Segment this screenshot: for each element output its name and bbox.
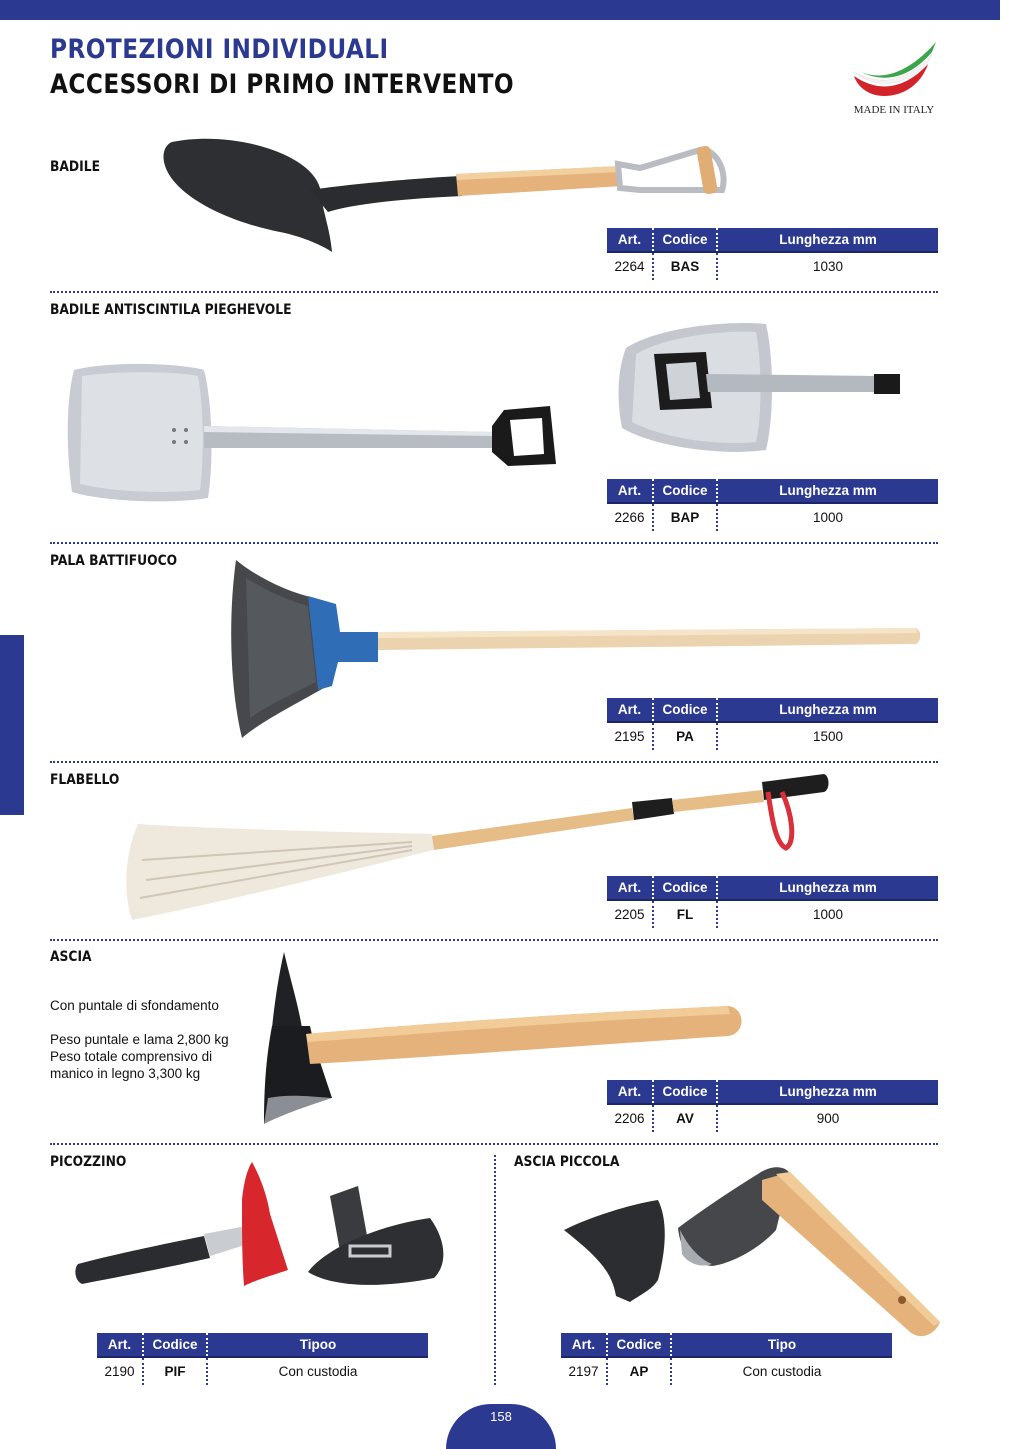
cell-art: 2206 xyxy=(607,1104,653,1132)
spec-table-ascia-piccola xyxy=(561,1333,892,1385)
page-title: PROTEZIONI INDIVIDUALI xyxy=(50,34,389,65)
cell-code: FL xyxy=(653,900,717,928)
cell-length: 1030 xyxy=(812,259,844,274)
folding-shovel-folded-image xyxy=(616,318,904,456)
ascia-description-2: Peso puntale e lama 2,800 kg xyxy=(50,1032,229,1047)
spec-table-pala-battifuoco xyxy=(607,698,938,750)
picozzino-image xyxy=(74,1160,450,1292)
section-title-badile: BADILE xyxy=(50,159,101,175)
spec-table-badile-antiscintilla xyxy=(607,479,938,531)
spec-table-badile xyxy=(607,228,938,280)
header-art: Art. xyxy=(607,698,653,722)
spec-table-ascia xyxy=(607,1080,938,1132)
divider xyxy=(50,1143,938,1145)
section-title-flabello: FLABELLO xyxy=(50,772,120,788)
cell-code: BAS xyxy=(653,252,717,280)
header-lunghezza: Lunghezza mm xyxy=(717,698,938,722)
cell-type: Con custodia xyxy=(278,1364,358,1379)
cell-code: BAP xyxy=(653,503,717,531)
header-codice: Codice xyxy=(653,1080,717,1104)
header-lunghezza: Lunghezza mm xyxy=(717,876,938,900)
cell-art: 2190 xyxy=(97,1357,143,1385)
cell-length: 1500 xyxy=(812,729,844,744)
cell-art: 2197 xyxy=(561,1357,607,1385)
cell-code: AV xyxy=(653,1104,717,1132)
section-title-picozzino: PICOZZINO xyxy=(50,1154,127,1170)
cell-code: PA xyxy=(653,722,717,750)
header-codice: Codice xyxy=(653,876,717,900)
header-tipo: Tipo xyxy=(671,1333,892,1357)
cell-length: 1000 xyxy=(812,907,844,922)
header-art: Art. xyxy=(607,1080,653,1104)
page-subtitle: ACCESSORI DI PRIMO INTERVENTO xyxy=(50,69,515,100)
side-tab xyxy=(0,635,24,815)
section-title-pala-battifuoco: PALA BATTIFUOCO xyxy=(50,553,178,569)
cell-art: 2195 xyxy=(607,722,653,750)
header-art: Art. xyxy=(97,1333,143,1357)
header-art: Art. xyxy=(561,1333,607,1357)
header-lunghezza: Lunghezza mm xyxy=(717,228,938,252)
header-codice: Codice xyxy=(143,1333,207,1357)
header-lunghezza: Lunghezza mm xyxy=(717,1080,938,1104)
spec-table-picozzino xyxy=(97,1333,428,1385)
header-art: Art. xyxy=(607,479,653,503)
header-tipoo: Tipoo xyxy=(207,1333,428,1357)
cell-art: 2264 xyxy=(607,252,653,280)
small-axe-image xyxy=(562,1160,942,1342)
header-codice: Codice xyxy=(653,698,717,722)
spec-table-flabello xyxy=(607,876,938,928)
divider xyxy=(50,542,938,544)
header-art: Art. xyxy=(607,228,653,252)
ascia-description-3: Peso totale comprensivo di xyxy=(50,1049,213,1064)
top-bar xyxy=(0,0,1000,20)
made-in-italy-text: MADE IN ITALY xyxy=(853,104,935,116)
section-title-ascia-piccola: ASCIA PICCOLA xyxy=(514,1154,620,1170)
cell-length: 1000 xyxy=(812,510,844,525)
divider xyxy=(50,939,938,941)
header-codice: Codice xyxy=(653,479,717,503)
header-codice: Codice xyxy=(607,1333,671,1357)
section-title-badile-antiscintilla: BADILE ANTISCINTILA PIEGHEVOLE xyxy=(50,302,292,318)
cell-type: Con custodia xyxy=(742,1364,822,1379)
header-art: Art. xyxy=(607,876,653,900)
cell-code: PIF xyxy=(143,1357,207,1385)
cell-code: AP xyxy=(607,1357,671,1385)
page-number: 158 xyxy=(490,1409,512,1424)
header-lunghezza: Lunghezza mm xyxy=(717,479,938,503)
divider xyxy=(50,291,938,293)
cell-length: 900 xyxy=(816,1111,840,1126)
vertical-divider xyxy=(494,1155,496,1385)
cell-art: 2205 xyxy=(607,900,653,928)
section-title-ascia: ASCIA xyxy=(50,949,92,965)
cell-art: 2266 xyxy=(607,503,653,531)
folding-shovel-extended-image xyxy=(64,360,559,505)
header-codice: Codice xyxy=(653,228,717,252)
ascia-description-4: manico in legno 3,300 kg xyxy=(50,1066,201,1081)
ascia-description-1: Con puntale di sfondamento xyxy=(50,998,219,1013)
divider xyxy=(50,761,938,763)
